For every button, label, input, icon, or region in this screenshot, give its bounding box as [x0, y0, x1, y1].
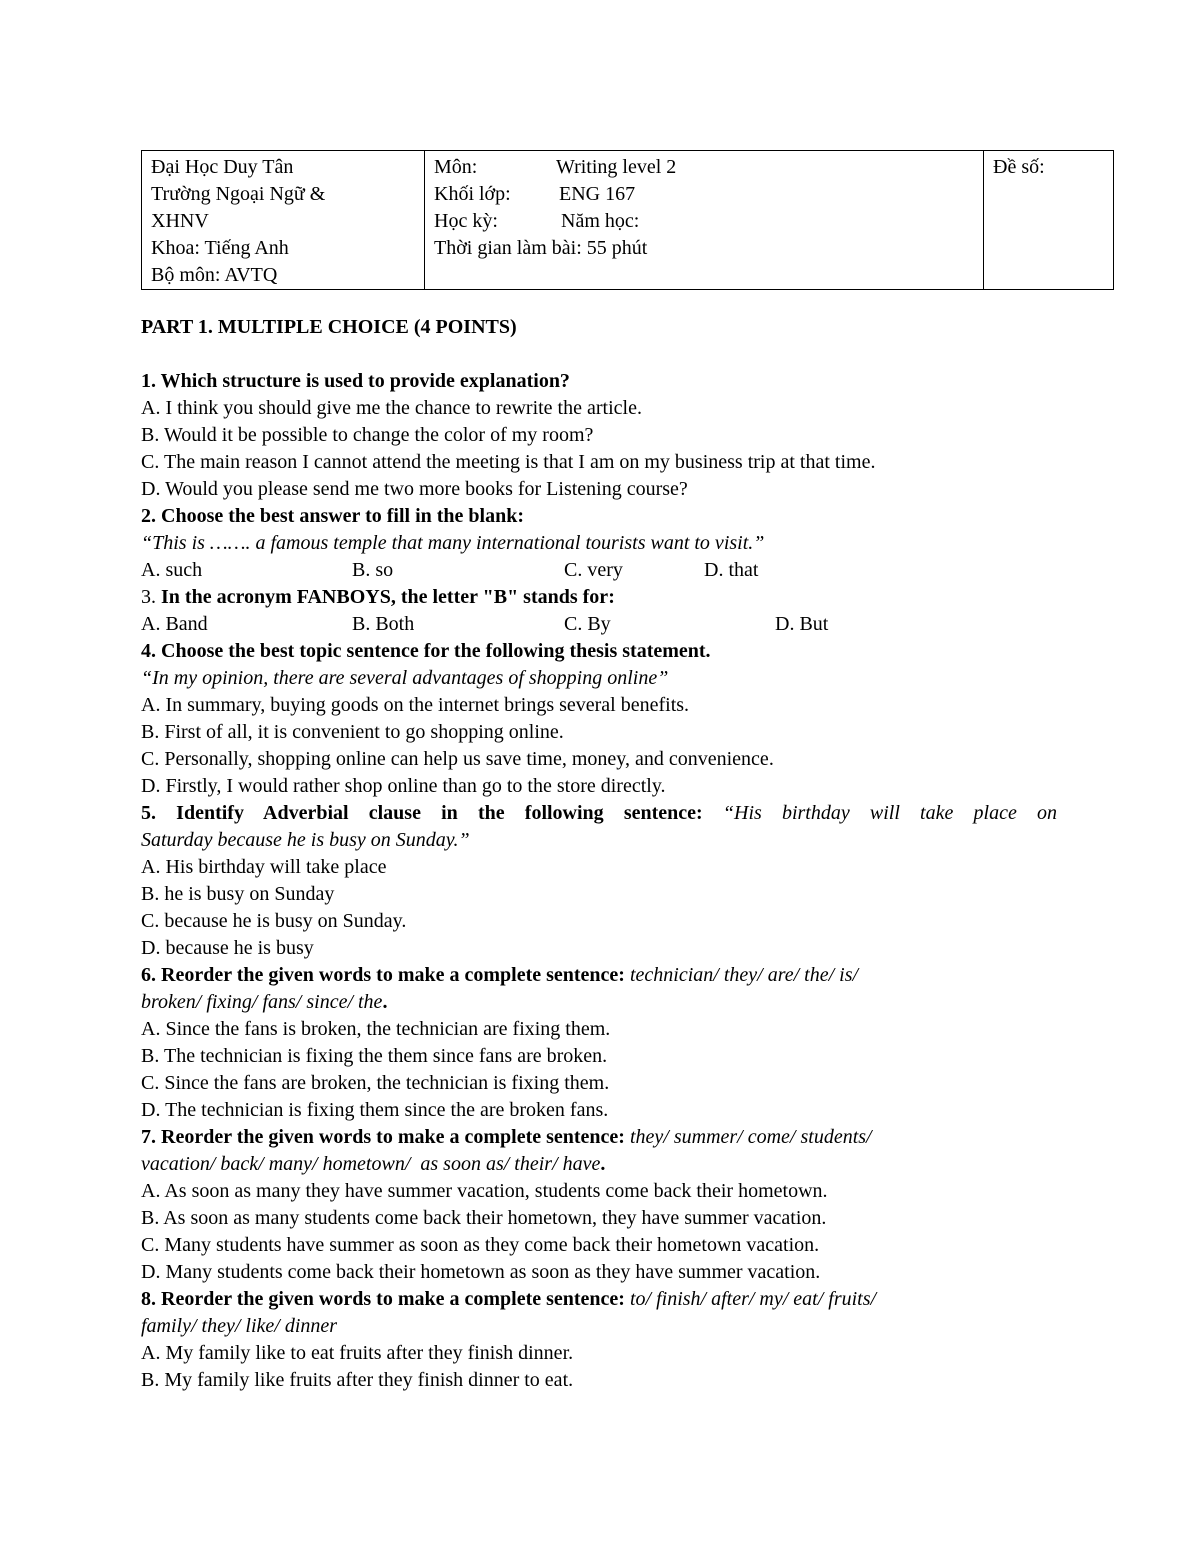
q7-option-a: A. As soon as many they have summer vacation, students come back their hometown. [141, 1180, 828, 1202]
duration-text: Thời gian làm bài: 55 phút [434, 237, 648, 259]
exam-code-label: Đề số: [993, 156, 1045, 178]
question-7-title: 7. Reorder the given words to make a complete sentence: [141, 1126, 625, 1148]
q6-words-row-2 [141, 989, 1057, 1016]
q6-words-line-2: broken/ fixing/ fans/ since/ the [141, 991, 383, 1013]
question-6-title: 6. Reorder the given words to make a complete sentence: [141, 964, 625, 986]
subject-row [434, 154, 974, 181]
q7-words-end: . [600, 1153, 606, 1175]
subject-label: Môn: [434, 156, 478, 178]
q3-option-a: A. Band [141, 613, 208, 635]
q3-option-d: D. But [775, 613, 829, 635]
question-3-title: In the acronym FANBOYS, the letter "B" stands for: [161, 586, 615, 608]
q6-words-line-1: technician/ they/ are/ the/ is/ [629, 964, 859, 986]
school-info-cell [142, 151, 425, 290]
question-5-title: 5. Identify Adverbial clause in the following sentence: [141, 802, 703, 824]
department-name: Bộ môn: AVTQ [151, 264, 278, 286]
question-3-title-row [141, 584, 1057, 611]
question-1-title: 1. Which structure is used to provide explanation? [141, 370, 570, 392]
school-name: Trường Ngoại Ngữ & [151, 183, 326, 205]
question-2-title: 2. Choose the best answer to fill in the blank: [141, 505, 524, 527]
q4-option-c: C. Personally, shopping online can help us save time, money, and convenience. [141, 748, 774, 770]
q4-option-b: B. First of all, it is convenient to go shopping online. [141, 721, 564, 743]
q7-words-line-2: vacation/ back/ many/ hometown/ as soon as/ their/ have [141, 1153, 601, 1175]
q5-option-b: B. he is busy on Sunday [141, 883, 335, 905]
q2-option-b: B. so [352, 559, 394, 581]
university-name: Đại Học Duy Tân [151, 156, 294, 178]
q1-option-b: B. Would it be possible to change the color of my room? [141, 424, 594, 446]
q1-option-a: A. I think you should give me the chance to rewrite the article. [141, 397, 642, 419]
q2-prompt: “This is ……. a famous temple that many international tourists want to visit.” [141, 532, 765, 554]
q2-option-d: D. that [704, 559, 759, 581]
q5-prompt-line-1: “His birthday will take place on [722, 802, 1057, 824]
semester-row [434, 208, 974, 235]
q4-prompt: “In my opinion, there are several advantages of shopping online” [141, 667, 669, 689]
question-6-title-row [141, 962, 1057, 989]
q6-option-a: A. Since the fans is broken, the technician are fixing them. [141, 1018, 611, 1040]
q6-option-b: B. The technician is fixing the them since fans are broken. [141, 1045, 608, 1067]
q6-option-d: D. The technician is fixing them since the are broken fans. [141, 1099, 609, 1121]
q2-option-a: A. such [141, 559, 203, 581]
q3-options-row [141, 611, 1057, 638]
question-3-number: 3. [141, 586, 156, 608]
school-name-cont: XHNV [151, 210, 209, 232]
q5-prompt-line-2: Saturday because he is busy on Sunday.” [141, 829, 470, 851]
question-7-title-row [141, 1124, 1057, 1151]
q6-words-end: . [382, 991, 388, 1013]
q5-option-a: A. His birthday will take place [141, 856, 387, 878]
q7-words-row-2 [141, 1151, 1057, 1178]
class-label: Khối lớp: [434, 183, 511, 205]
exam-code-cell [984, 151, 1114, 290]
exam-content [141, 314, 1057, 1394]
course-info-cell [425, 151, 984, 290]
q7-words-line-1: they/ summer/ come/ students/ [629, 1126, 872, 1148]
faculty-name: Khoa: Tiếng Anh [151, 237, 289, 259]
q1-option-c: C. The main reason I cannot attend the meeting is that I am on my business trip at that time. [141, 451, 876, 473]
question-5-title-row [141, 800, 1057, 827]
q8-option-b: B. My family like fruits after they finish dinner to eat. [141, 1369, 574, 1391]
q7-option-c: C. Many students have summer as soon as they come back their hometown vacation. [141, 1234, 820, 1256]
class-row [434, 181, 974, 208]
question-4-title: 4. Choose the best topic sentence for the following thesis statement. [141, 640, 711, 662]
q4-option-a: A. In summary, buying goods on the internet brings several benefits. [141, 694, 690, 716]
school-year-label: Năm học: [561, 210, 640, 232]
question-8-title-row [141, 1286, 1057, 1313]
q2-options-row [141, 557, 1057, 584]
q8-option-a: A. My family like to eat fruits after they finish dinner. [141, 1342, 574, 1364]
q1-option-d: D. Would you please send me two more books for Listening course? [141, 478, 688, 500]
q7-option-d: D. Many students come back their hometown as soon as they have summer vacation. [141, 1261, 821, 1283]
q8-words-line-1: to/ finish/ after/ my/ eat/ fruits/ [629, 1288, 877, 1310]
semester-label: Học kỳ: [434, 210, 498, 232]
exam-header-table [141, 150, 1114, 290]
question-8-title: 8. Reorder the given words to make a complete sentence: [141, 1288, 625, 1310]
q8-words-line-2: family/ they/ like/ dinner [141, 1315, 338, 1337]
q6-option-c: C. Since the fans are broken, the technician is fixing them. [141, 1072, 610, 1094]
q4-option-d: D. Firstly, I would rather shop online than go to the store directly. [141, 775, 666, 797]
q5-option-c: C. because he is busy on Sunday. [141, 910, 407, 932]
part-title: PART 1. MULTIPLE CHOICE (4 POINTS) [141, 316, 517, 338]
q3-option-b: B. Both [352, 613, 415, 635]
q3-option-c: C. By [564, 613, 611, 635]
q7-option-b: B. As soon as many students come back their hometown, they have summer vacation. [141, 1207, 827, 1229]
class-value: ENG 167 [559, 183, 636, 205]
q2-option-c: C. very [564, 559, 623, 581]
q5-option-d: D. because he is busy [141, 937, 314, 959]
subject-value: Writing level 2 [556, 156, 677, 178]
